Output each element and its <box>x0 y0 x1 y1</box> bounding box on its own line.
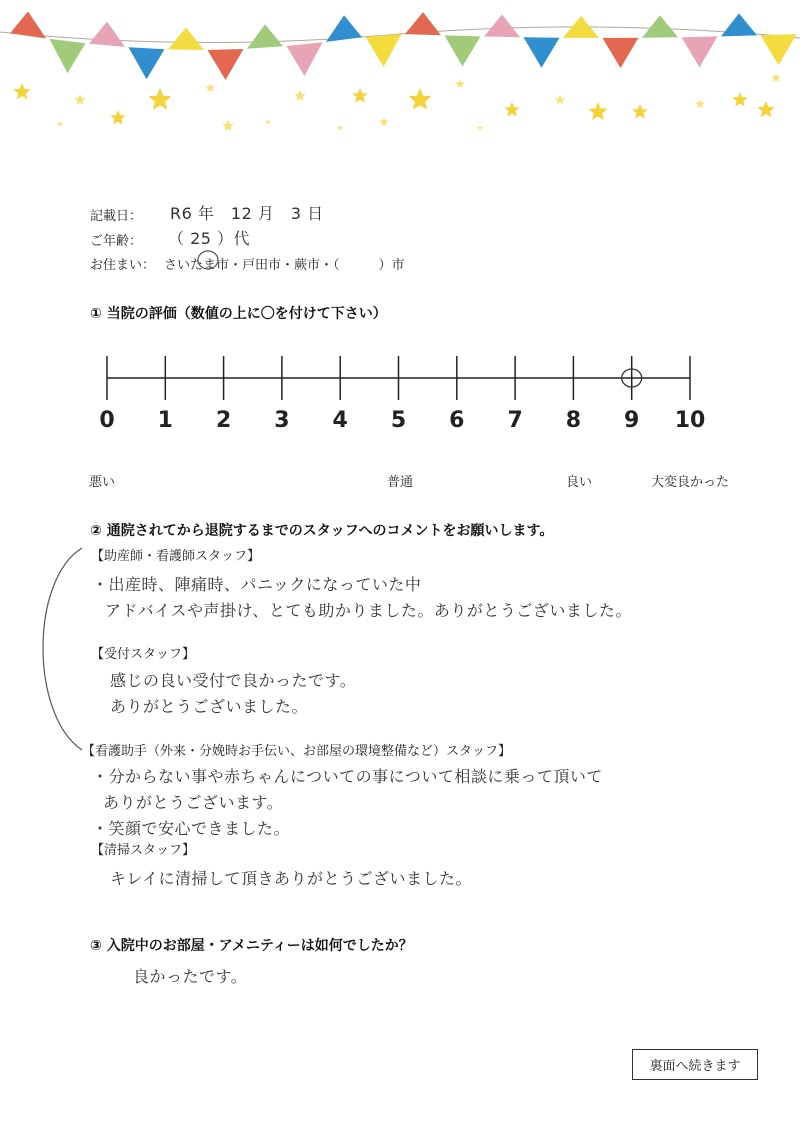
star-icon <box>732 92 747 107</box>
star-icon <box>110 110 125 125</box>
residence-circle-mark <box>196 248 220 272</box>
bunting-flag <box>524 37 560 67</box>
assistant-comment-line: ありがとうございます。 <box>103 793 284 812</box>
bracket-arc-mark <box>20 540 100 760</box>
star-icon <box>757 101 774 117</box>
scale-label-bad: 悪い <box>89 475 116 490</box>
star-icon <box>352 88 367 103</box>
bunting-flag <box>721 13 757 36</box>
reception-comment-line: ありがとうございました。 <box>110 697 309 716</box>
residence-value: さいたま市・戸田市・蕨市・（ ）市 <box>164 258 405 273</box>
bunting-flag <box>484 14 520 37</box>
star-icon <box>695 99 705 108</box>
scale-tick-label: 5 <box>390 408 407 433</box>
star-icon <box>632 104 647 119</box>
rating-scale <box>0 340 800 410</box>
scale-tick-label: 9 <box>624 408 640 433</box>
star-icon <box>455 79 465 88</box>
assistant-comment-line: ・笑顔で安心できました。 <box>92 819 291 838</box>
bunting-flag <box>642 15 678 38</box>
star-icon <box>57 121 63 126</box>
bunting-flag <box>366 34 402 67</box>
section1-title: ① 当院の評価（数値の上に〇を付けて下さい） <box>90 306 387 322</box>
scale-label-normal: 普通 <box>387 475 414 490</box>
star-icon <box>771 73 781 82</box>
bunting-flag <box>50 39 86 73</box>
scale-tick-label: 3 <box>274 408 290 433</box>
scale-label-good: 良い <box>566 475 593 490</box>
star-icon <box>379 117 389 126</box>
residence-label: お住まい： <box>90 258 156 273</box>
bunting-flag <box>10 11 46 38</box>
continue-on-back-label: 裏面へ続きます <box>649 1059 741 1074</box>
bunting-flag <box>168 27 204 50</box>
star-icon <box>265 119 271 124</box>
bunting-flag <box>761 34 797 65</box>
star-icon <box>222 120 233 131</box>
scale-tick-label: 7 <box>507 408 523 433</box>
reception-header: 【受付スタッフ】 <box>91 647 196 662</box>
star-icon <box>294 90 305 101</box>
star-icon <box>504 102 519 117</box>
bunting-flag <box>603 38 639 68</box>
assistant-header: 【看護助手（外来・分娩時お手伝い、お部屋の環境整備など）スタッフ】 <box>82 744 512 759</box>
midwife-comment-line: アドバイスや声掛け、とても助かりました。ありがとうございました。 <box>105 601 632 620</box>
scale-tick-label: 8 <box>565 408 582 433</box>
star-icon <box>589 102 608 120</box>
star-icon <box>337 125 343 130</box>
bunting-banner <box>0 0 800 140</box>
scale-tick-label: 6 <box>449 408 465 433</box>
age-label: ご年齢： <box>90 234 143 249</box>
star-icon <box>205 83 215 92</box>
bunting-flag <box>445 35 481 66</box>
star-icon <box>13 83 30 99</box>
cleaning-header: 【清掃スタッフ】 <box>91 843 196 858</box>
star-icon <box>149 88 172 110</box>
scale-label-very-good: 大変良かった <box>651 475 730 490</box>
date-label: 記載日： <box>90 209 143 224</box>
bunting-flag <box>682 36 718 67</box>
star-icon <box>555 95 565 104</box>
scale-tick-label: 4 <box>332 408 348 433</box>
bunting-flag <box>287 42 323 76</box>
section3-title: ③ 入院中のお部屋・アメニティーは如何でしたか？ <box>90 938 413 954</box>
section3-answer: 良かったです。 <box>133 967 248 986</box>
star-icon <box>477 125 483 130</box>
age-value: （ 25 ）代 <box>168 229 251 248</box>
midwife-header: 【助産師・看護師スタッフ】 <box>91 549 261 564</box>
bunting-flag <box>89 22 125 47</box>
cleaning-comment-line: キレイに清掃して頂きありがとうございました。 <box>110 869 473 888</box>
bunting-flag <box>208 49 244 80</box>
bunting-flag <box>405 12 441 35</box>
scale-tick-label: 2 <box>215 408 232 433</box>
section2-title: ② 通院されてから退院するまでのスタッフへのコメントをお願いします。 <box>90 523 554 539</box>
date-value: R6 年 12 月 3 日 <box>170 204 324 223</box>
midwife-comment-line: ・出産時、陣痛時、パニックになっていた中 <box>92 575 422 594</box>
reception-comment-line: 感じの良い受付で良かったです。 <box>110 671 357 690</box>
assistant-comment-line: ・分からない事や赤ちゃんについての事について相談に乗って頂いて <box>92 767 603 786</box>
star-icon <box>409 88 432 110</box>
bunting-flag <box>129 47 165 79</box>
bunting-flag <box>247 24 283 48</box>
continue-on-back-box <box>632 1049 758 1080</box>
scale-tick-label: 1 <box>157 408 173 433</box>
star-icon <box>74 94 85 105</box>
bunting-flag <box>326 15 362 42</box>
scale-tick-label: 0 <box>99 408 115 433</box>
scale-tick-label: 10 <box>674 408 706 433</box>
